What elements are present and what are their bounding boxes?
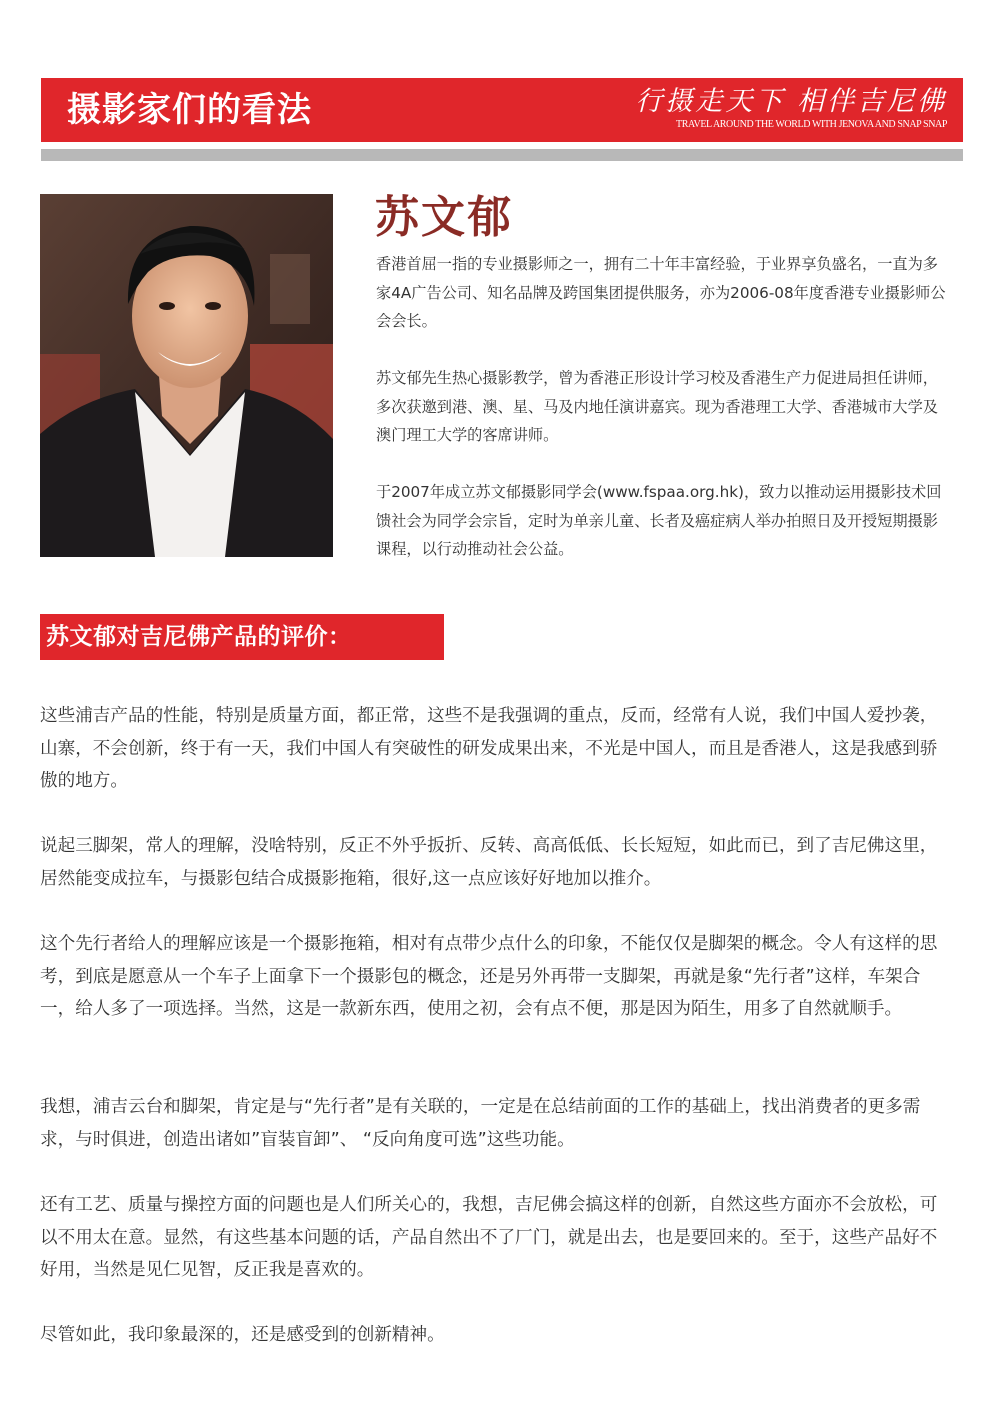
- review-paragraph-3: 这个先行者给人的理解应该是一个摄影拖箱，相对有点带少点什么的印象，不能仅仅是脚架的概念。令人有这样的思考，到底是愿意从一个车子上面拿下一个摄影包的概念，还是另外再带一支脚架，再就是象“先行者”这样，车架合一，给人多了一项选择。当然，这是一款新东西，使用之初，会有点不便，那是因为陌生，用多了自然就顺手。: [40, 934, 938, 1020]
- slogan: [635, 86, 947, 131]
- header-divider: [41, 149, 963, 161]
- review-paragraph-5: 还有工艺、质量与操控方面的问题也是人们所关心的，我想，吉尼佛会搞这样的创新，自然这些方面亦不会放松，可以不用太在意。显然，有这些基本问题的话，产品自然出不了厂门，就是出去，也是要回来的。至于，这些产品好不好用，当然是见仁见智，反正我是喜欢的。: [40, 1195, 938, 1281]
- header-banner: [41, 78, 963, 142]
- review-paragraph-4: 我想，浦吉云台和脚架，肯定是与“先行者”是有关联的，一定是在总结前面的工作的基础上，找出消费者的更多需求，与时俱进，创造出诸如”盲装盲卸”、 “反向角度可选”这些功能。: [40, 1097, 921, 1150]
- review-paragraph-2: 说起三脚架，常人的理解，没啥特别，反正不外乎扳折、反转、高高低低、长长短短，如此而已，到了吉尼佛这里，居然能变成拉车，与摄影包结合成摄影拖箱，很好,这一点应该好好地加以推介。: [40, 836, 938, 889]
- person-name: 苏文郁: [375, 192, 513, 243]
- review-paragraph-6: 尽管如此，我印象最深的，还是感受到的创新精神。: [40, 1325, 445, 1345]
- section-heading: 苏文郁对吉尼佛产品的评价：: [40, 614, 444, 660]
- slogan-english: TRAVEL AROUND THE WORLD WITH JENOVA AND SNAP SNAP: [676, 119, 947, 130]
- portrait-photo: [40, 194, 333, 557]
- bio-paragraph-2: 苏文郁先生热心摄影教学，曾为香港正形设计学习校及香港生产力促进局担任讲师，多次获邀到港、澳、星、马及内地任演讲嘉宾。现为香港理工大学、香港城市大学及澳门理工大学的客席讲师。: [376, 369, 938, 444]
- page-title: 摄影家们的看法: [67, 90, 312, 130]
- bio-paragraph-3: 于2007年成立苏文郁摄影同学会(www.fspaa.org.hk)，致力以推动运用摄影技术回馈社会为同学会宗旨，定时为单亲儿童、长者及癌症病人举办拍照日及开授短期摄影课程，以行动推动社会公益。: [376, 483, 942, 558]
- bio-paragraph-1: 香港首屈一指的专业摄影师之一，拥有二十年丰富经验，于业界享负盛名，一直为多家4A广告公司、知名品牌及跨国集团提供服务，亦为2006-08年度香港专业摄影师公会会长。: [376, 255, 946, 330]
- slogan-chinese: 行摄走天下 相伴吉尼佛: [635, 86, 947, 117]
- review-paragraph-1: 这些浦吉产品的性能，特别是质量方面，都正常，这些不是我强调的重点，反而，经常有人说，我们中国人爱抄袭，山寨，不会创新，终于有一天，我们中国人有突破性的研发成果出来，不光是中国人，而且是香港人，这是我感到骄傲的地方。: [40, 706, 938, 792]
